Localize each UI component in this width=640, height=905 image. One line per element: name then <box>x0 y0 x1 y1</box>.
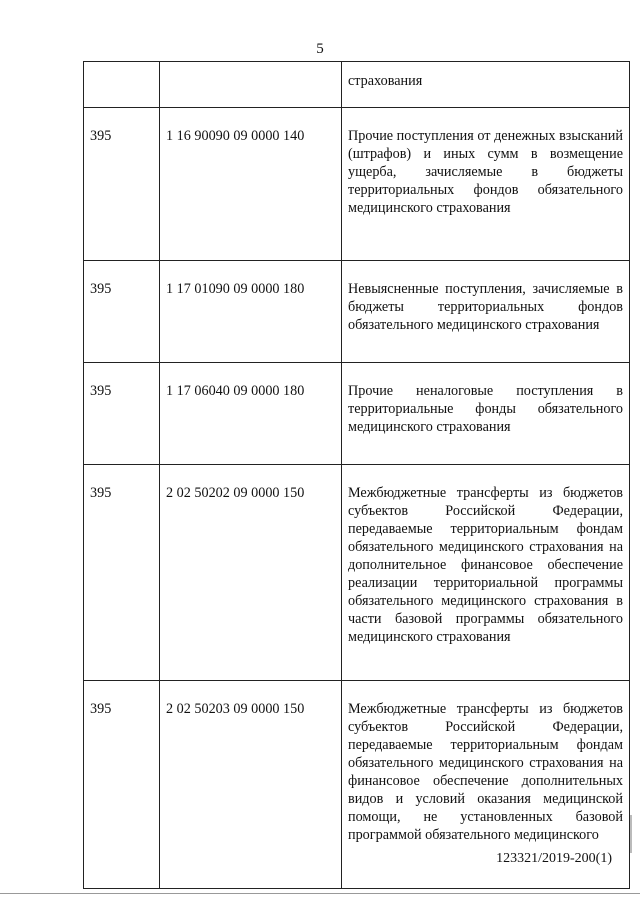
income-name-cell <box>342 108 630 261</box>
income-name-cell <box>342 363 630 465</box>
budget-code-cell: 1 16 90090 09 0000 140 <box>160 108 342 261</box>
table-row <box>84 465 630 681</box>
admin-code-cell: 395 <box>84 261 160 363</box>
income-name-text: Невыясненные поступления, зачисляемые в бюджеты территориальных фондов обязательного медицинского страхования <box>348 281 623 333</box>
income-name-cell <box>342 261 630 363</box>
scan-edge-line <box>0 893 640 894</box>
income-name-text: страхования <box>348 73 423 89</box>
income-name-cell <box>342 62 630 108</box>
admin-code-cell: 395 <box>84 108 160 261</box>
income-name-text: Прочие поступления от денежных взысканий (штрафов) и иных сумм в возмещение ущерба, зачисляемые в бюджеты территориальных фондов обязательного медицинского страхования <box>348 128 623 216</box>
admin-code-cell: 395 <box>84 465 160 681</box>
income-codes-table <box>83 61 630 889</box>
document-number: 123321/2019-200(1) <box>496 851 612 866</box>
income-name-text: Прочие неналоговые поступления в территориальные фонды обязательного медицинского страхования <box>348 383 623 435</box>
budget-code-cell: 1 17 06040 09 0000 180 <box>160 363 342 465</box>
budget-code-cell: 2 02 50203 09 0000 150 <box>160 681 342 889</box>
budget-code-cell: 1 17 01090 09 0000 180 <box>160 261 342 363</box>
admin-code-cell <box>84 62 160 108</box>
table-row <box>84 261 630 363</box>
table-row <box>84 108 630 261</box>
table-row <box>84 62 630 108</box>
budget-code-cell: 2 02 50202 09 0000 150 <box>160 465 342 681</box>
budget-code-cell <box>160 62 342 108</box>
page-number: 5 <box>316 41 324 57</box>
table-row <box>84 363 630 465</box>
income-name-text: Межбюджетные трансферты из бюджетов субъектов Российской Федерации, передаваемые территориальным фондам обязательного медицинского страхования на финансовое обеспечение дополнительных видов и условий оказания медицинской помощи, не установленных базовой программой обязательного медицинского <box>348 701 623 843</box>
admin-code-cell: 395 <box>84 681 160 889</box>
income-name-text: Межбюджетные трансферты из бюджетов субъектов Российской Федерации, передаваемые территориальным фондам обязательного медицинского страхования на дополнительное финансовое обеспечение реализации территориальной программы обязательного медицинского страхования в части базовой программы обязательного медицинского страхования <box>348 485 623 645</box>
income-name-cell <box>342 465 630 681</box>
scan-margin-mark <box>630 815 632 853</box>
admin-code-cell: 395 <box>84 363 160 465</box>
